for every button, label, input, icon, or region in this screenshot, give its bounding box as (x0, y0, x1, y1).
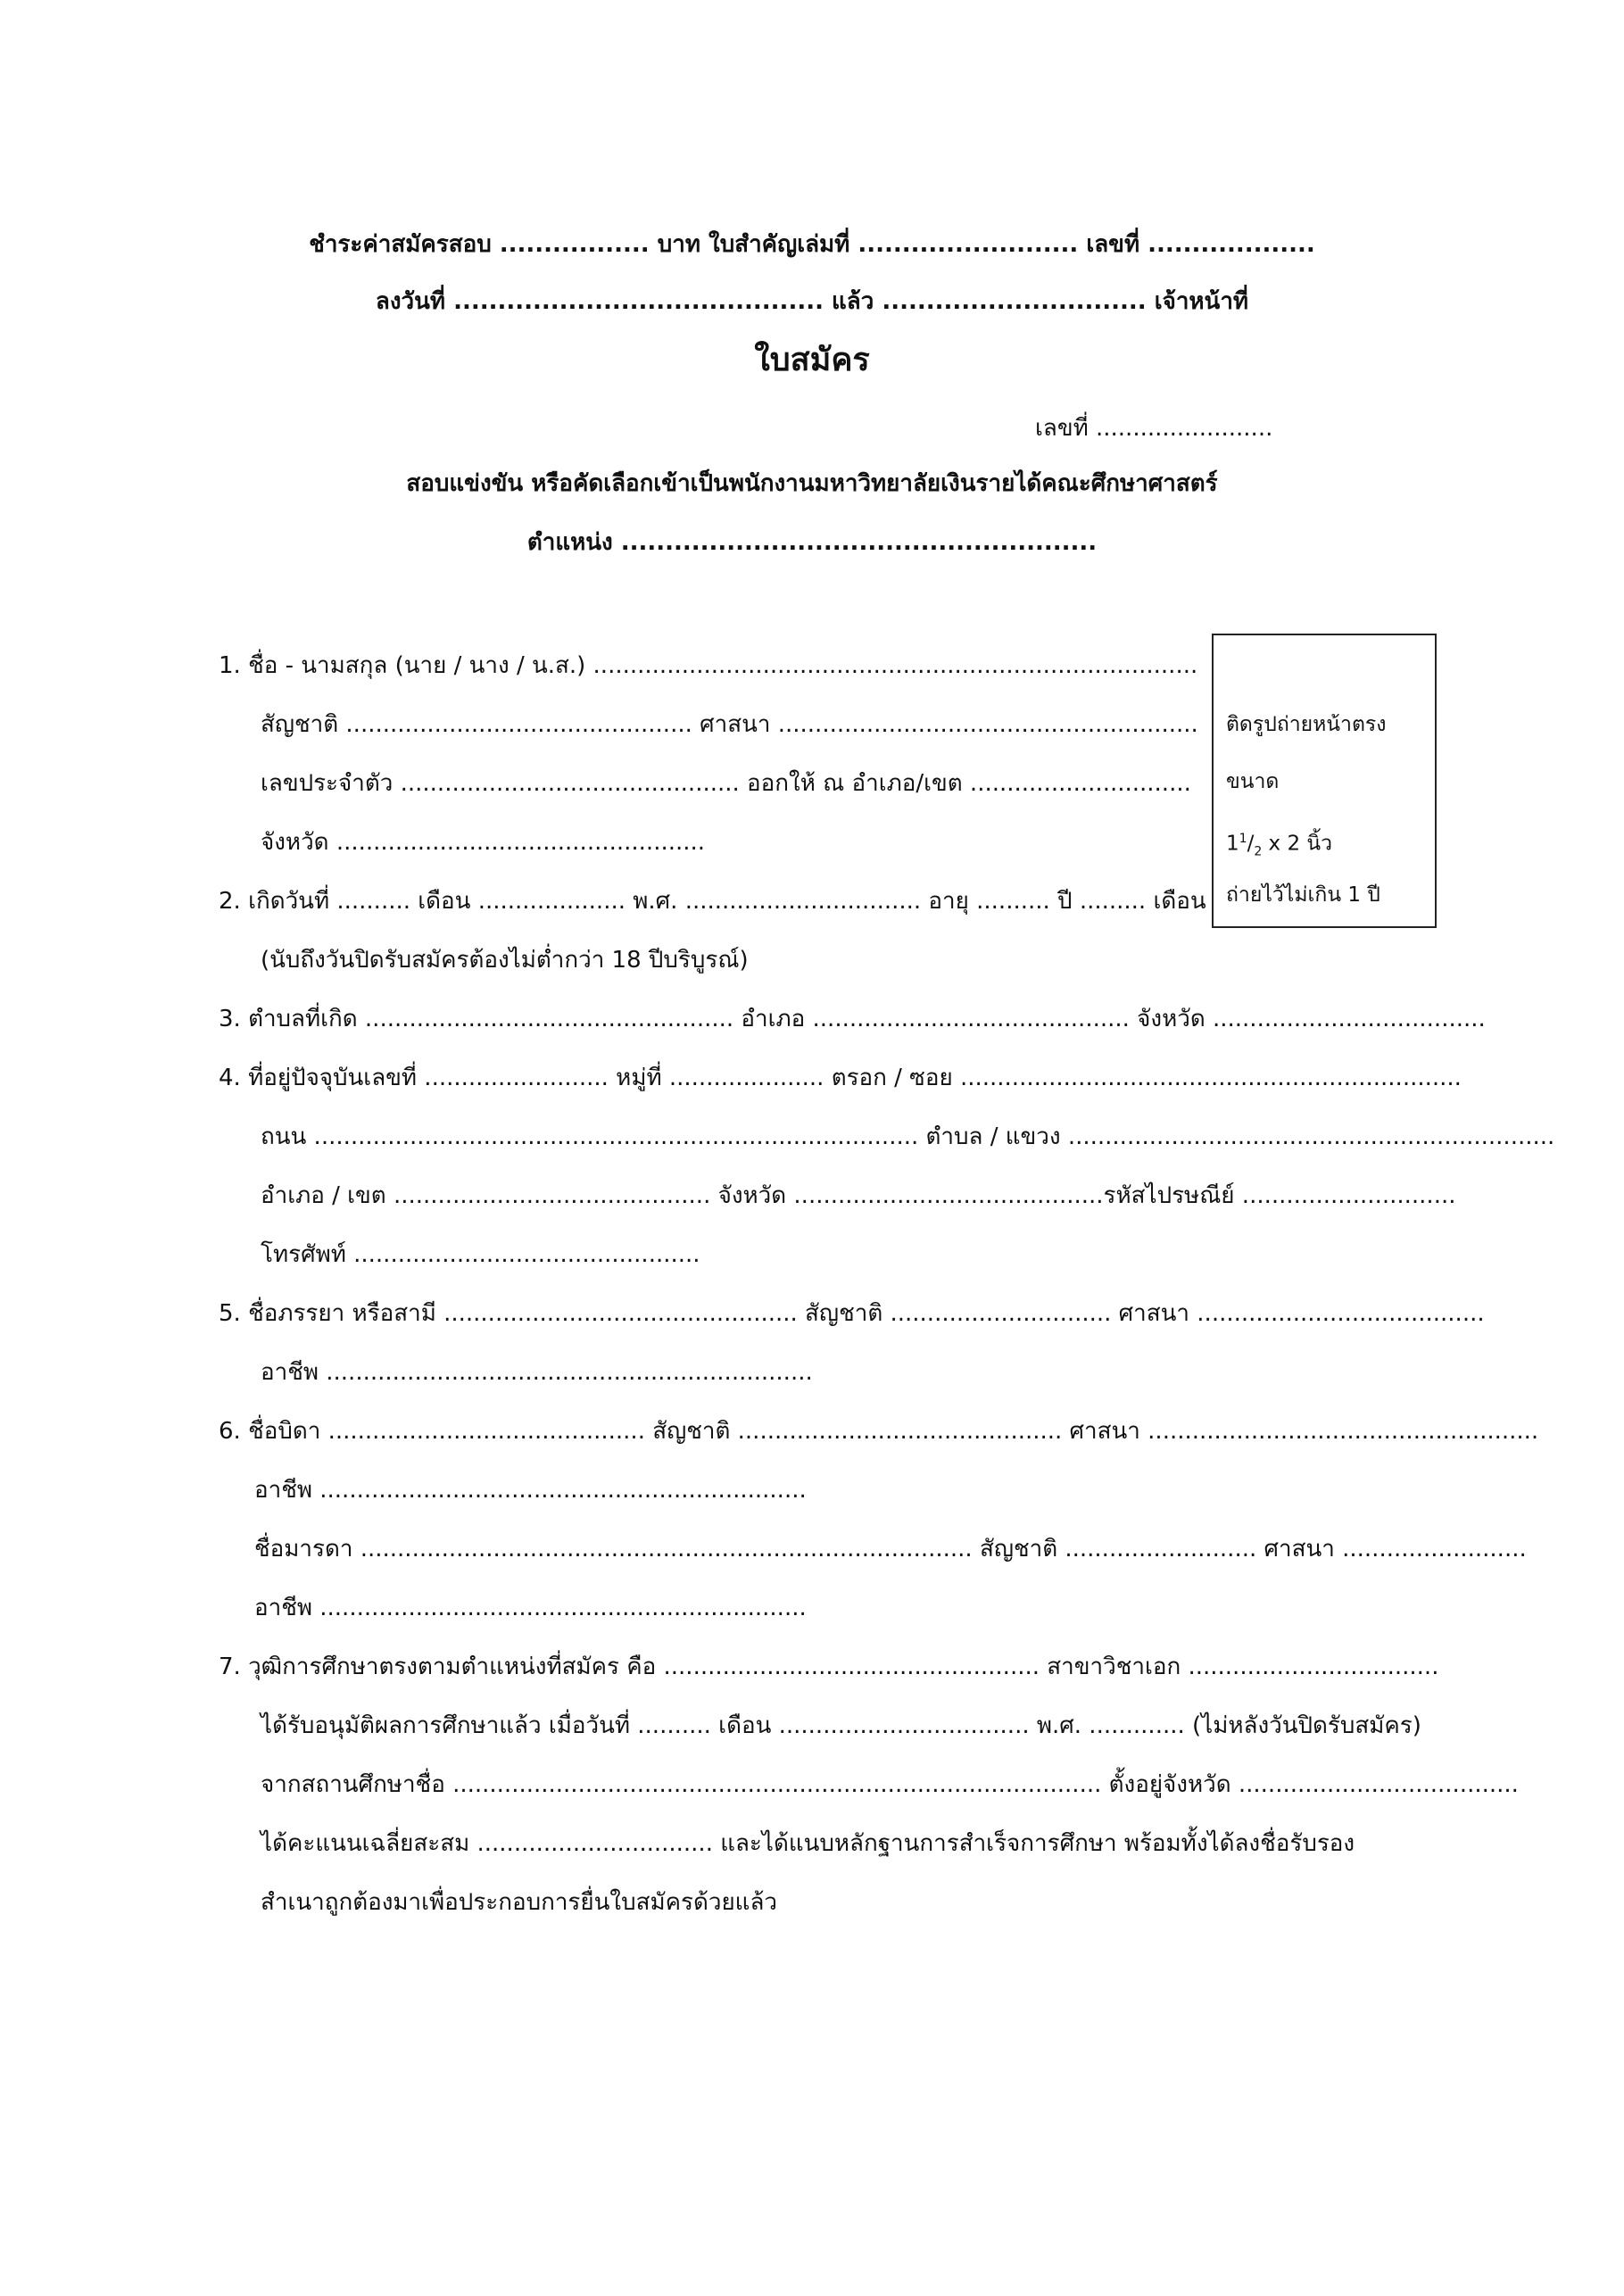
item7-approved: ได้รับอนุมัติผลการศึกษาแล้ว เมื่อวันที่ .......... เดือน .................................. พ.ศ. ............. (ไม่หลังวันปิดรับสมัคร) (261, 1712, 1421, 1739)
item6-father: 6. ชื่อบิดา ........................................... สัญชาติ ............................................ ศาสนา ..................................................... (219, 1418, 1539, 1445)
item1-name: 1. ชื่อ - นามสกุล (นาย / นาง / น.ส.) .................................................................................. (219, 652, 1198, 679)
item7-institution: จากสถานศึกษาชื่อ ........................................................................................ ตั้งอยู่จังหวัด ...................................... (261, 1771, 1519, 1798)
photo-size-denominator: 2 (1254, 844, 1263, 859)
item4-address: 4. ที่อยู่ปัจจุบันเลขที่ ......................... หมู่ที่ ..................... ตรอก / ซอย .................................................................... (219, 1065, 1462, 1091)
item1-id-card: เลขประจำตัว .............................................. ออกให้ ณ อำเภอ/เขต .............................. (261, 770, 1191, 797)
application-number: เลขที่ ........................ (1035, 415, 1273, 442)
photo-age-note: ถ่ายไว้ไม่เกิน 1 ปี (1226, 883, 1380, 907)
item7-gpa: ได้คะแนนเฉลี่ยสะสม ................................ และได้แนบหลักฐานการสำเร็จการศึกษา พร้อมทั้งได้ลงชื่อรับรอง (261, 1830, 1355, 1857)
photo-instruction: ติดรูปถ่ายหน้าตรง (1226, 713, 1387, 736)
item6-mother: ชื่อมารดา ................................................................................... สัญชาติ .......................... ศาสนา ......................... (254, 1536, 1527, 1562)
item3-birthplace: 3. ตำบลที่เกิด .................................................. อำเภอ ........................................... จังหวัด ..................................... (219, 1006, 1486, 1032)
photo-size-value (1226, 825, 1332, 865)
photo-size-label: ขนาด (1226, 770, 1280, 793)
photo-size-slash: / (1247, 832, 1255, 856)
item7-qualification: 7. วุฒิการศึกษาตรงตามตำแหน่งที่สมัคร คือ ................................................... สาขาวิชาเอก .................................. (219, 1654, 1439, 1680)
item1-province: จังหวัด .................................................. (261, 829, 706, 856)
item4-phone: โทรศัพท์ ............................................... (261, 1241, 700, 1268)
item4-road: ถนน .................................................................................. ตำบล / แขวง .................................................................. (261, 1123, 1555, 1150)
item7-certified: สำเนาถูกต้องมาเพื่อประกอบการยื่นใบสมัครด้วยแล้ว (261, 1889, 777, 1916)
item6-mother-occupation: อาชีพ .................................................................. (254, 1595, 807, 1621)
photo-size-rest: x 2 นิ้ว (1268, 832, 1333, 856)
exam-subtitle: สอบแข่งขัน หรือคัดเลือกเข้าเป็นพนักงานมหาวิทยาลัยเงินรายได้คณะศึกษาศาสตร์ (406, 470, 1218, 497)
page-title: ใบสมัคร (754, 342, 870, 378)
item5-occupation: อาชีพ .................................................................. (261, 1359, 813, 1386)
item6-father-occupation: อาชีพ .................................................................. (254, 1477, 807, 1504)
item1-nationality: สัญชาติ ............................................... ศาสนา ......................................................... (261, 711, 1198, 738)
receipt-date-line: ลงวันที่ .......................................... แล้ว .............................. เจ้าหน้าที่ (375, 288, 1249, 315)
item4-district: อำเภอ / เขต ........................................... จังหวัด ..........................................รหัสไปรษณีย์ ............................. (261, 1182, 1456, 1209)
item5-spouse: 5. ชื่อภรรยา หรือสามี ................................................ สัญชาติ .............................. ศาสนา ....................................... (219, 1300, 1485, 1327)
item2-age-note: (นับถึงวันปิดรับสมัครต้องไม่ต่ำกว่า 18 ปีบริบูรณ์) (261, 947, 749, 974)
fee-payment-line: ชำระค่าสมัครสอบ ................. บาท ใบสำคัญเล่มที่ ......................... เลขที่ ................... (309, 231, 1315, 258)
photo-box (1212, 634, 1437, 928)
item2-birth-date: 2. เกิดวันที่ .......... เดือน .................... พ.ศ. ................................ อายุ .......... ปี ......... เดือน (219, 888, 1206, 915)
position-line: ตำแหน่ง ...................................................... (526, 529, 1098, 556)
photo-size-numerator: 1 (1239, 832, 1247, 846)
photo-size-whole: 1 (1226, 832, 1239, 856)
